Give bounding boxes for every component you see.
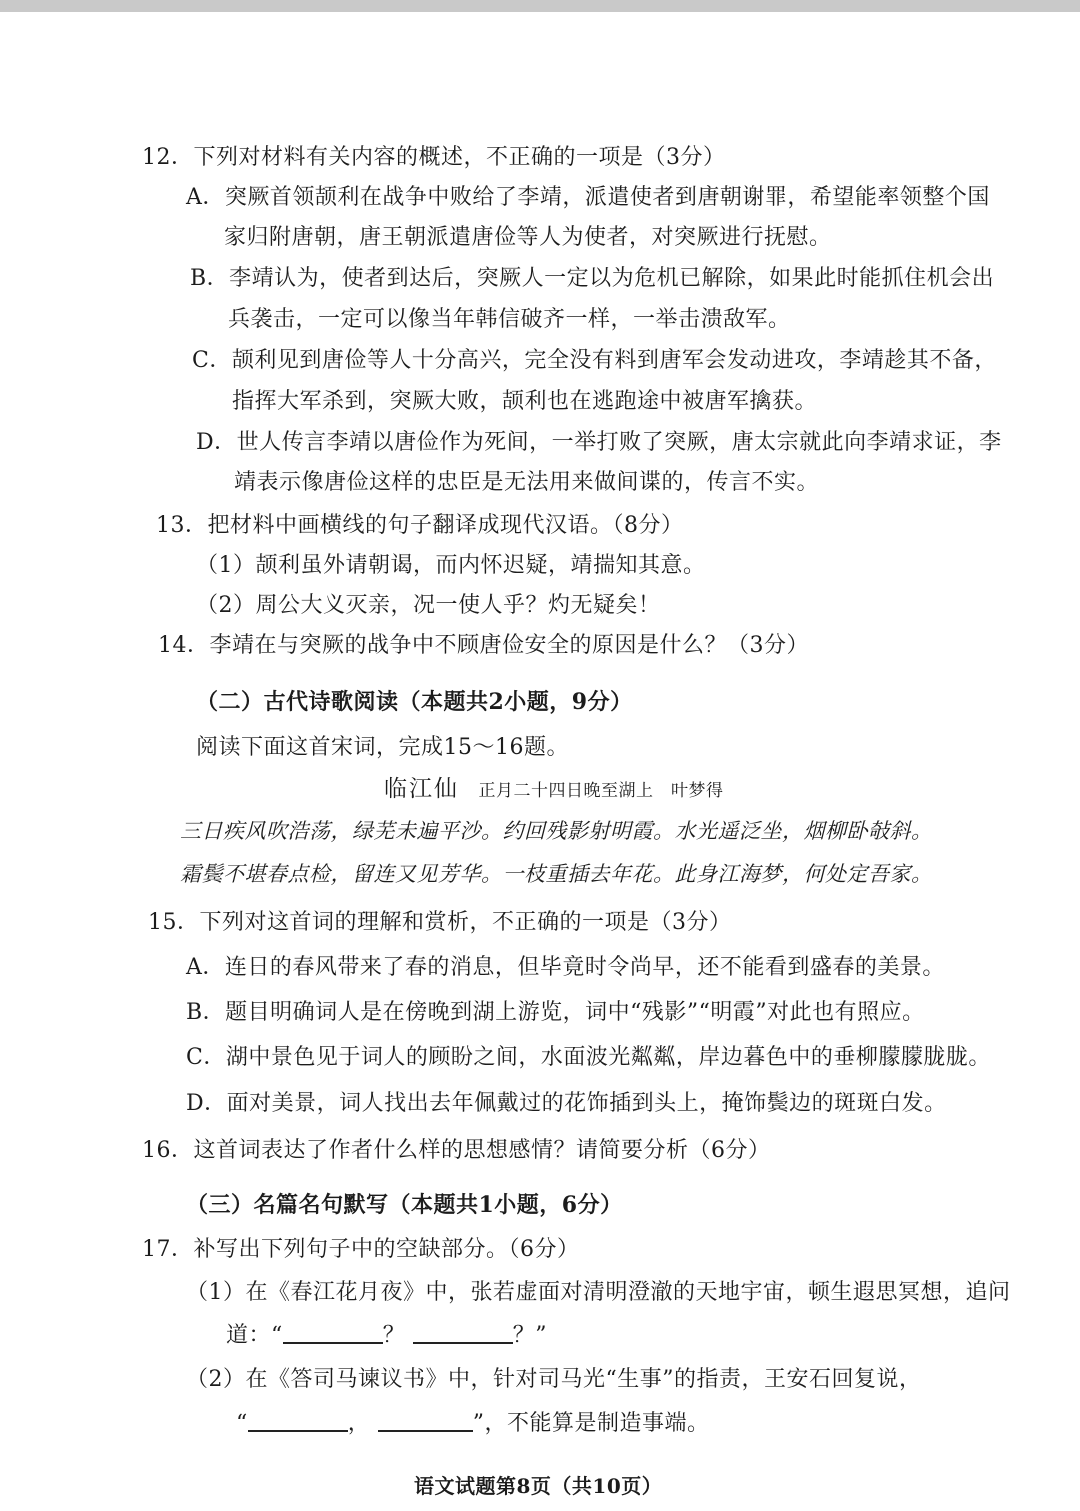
q12-option-a-line2: 家归附唐朝，唐王朝派遣唐俭等人为使者，对突厥进行抚慰。 [224,225,832,250]
q17-part1-line1: （1）在《春江花月夜》中，张若虚面对清明澄澈的天地宇宙，顿生遐思冥想，追问 [186,1280,1011,1305]
answer-blank-2[interactable] [413,1322,513,1344]
q15-option-a: A．连日的春风带来了春的消息，但毕竟时令尚早，还不能看到盛春的美景。 [186,955,945,980]
poem-title [384,770,724,803]
section2-intro: 阅读下面这首宋词，完成15～16题。 [196,735,569,760]
q12-option-d-line2: 靖表示像唐俭这样的忠臣是无法用来做间谍的，传言不实。 [234,470,820,495]
answer-blank-4[interactable] [378,1410,473,1432]
q15-stem: 15．下列对这首词的理解和赏析，不正确的一项是（3分） [148,910,732,935]
poem-subtitle: 正月二十四日晚至湖上 叶梦得 [478,781,724,801]
q17-part1-mid: ？ [382,1323,406,1348]
q14-stem: 14．李靖在与突厥的战争中不顾唐俭安全的原因是什么？（3分） [158,633,809,658]
q17-part2-mid: ， [347,1411,371,1436]
q12-option-a-line1: A．突厥首领颉利在战争中败给了李靖，派遣使者到唐朝谢罪，希望能率领整个国 [186,185,990,210]
q12-option-b-line2: 兵袭击，一定可以像当年韩信破齐一样，一举击溃敌军。 [228,307,791,332]
q17-part2-line2 [236,1406,710,1437]
q17-part2-prefix: “ [236,1411,248,1436]
q13-sentence-2: （2）周公大义灭亲，况一使人乎？灼无疑矣！ [196,593,661,618]
q17-part2-end: ”，不能算是制造事端。 [472,1411,710,1436]
q12-option-c-line1: C．颉利见到唐俭等人十分高兴，完全没有料到唐军会发动进攻，李靖趁其不备， [192,348,997,373]
section2-heading: （二）古代诗歌阅读（本题共2小题，9分） [196,689,633,715]
answer-blank-1[interactable] [283,1322,383,1344]
poem-line-1: 三日疾风吹浩荡，绿芜未遍平沙。约回残影射明霞。水光遥泛坐，烟柳卧敧斜。 [180,819,933,843]
q15-option-c: C．湖中景色见于词人的顾盼之间，水面波光粼粼，岸边暮色中的垂柳朦朦胧胧。 [186,1045,991,1070]
page-footer: 语文试题第8页（共10页） [414,1474,663,1498]
q12-option-d-line1: D．世人传言李靖以唐俭作为死间，一举打败了突厥，唐太宗就此向李靖求证，李 [196,430,1002,455]
section3-heading: （三）名篇名句默写（本题共1小题，6分） [186,1192,623,1218]
q17-stem: 17．补写出下列句子中的空缺部分。（6分） [142,1237,580,1262]
q17-part1-prefix: 道：“ [226,1323,283,1348]
q16-stem: 16．这首词表达了作者什么样的思想感情？请简要分析（6分） [142,1138,771,1163]
q13-sentence-1: （1）颉利虽外请朝谒，而内怀迟疑，靖揣知其意。 [196,553,706,578]
q12-option-c-line2: 指挥大军杀到，突厥大败，颉利也在逃跑途中被唐军擒获。 [232,389,818,414]
q12-option-b-line1: B．李靖认为，使者到达后，突厥人一定以为危机已解除，如果此时能抓住机会出 [190,266,995,291]
q17-part2-line1: （2）在《答司马谏议书》中，针对司马光“生事”的指责，王安石回复说， [186,1367,922,1392]
poem-title-text: 临江仙 [384,776,459,802]
q15-option-d: D．面对美景，词人找出去年佩戴过的花饰插到头上，掩饰鬓边的斑斑白发。 [186,1091,947,1116]
poem-line-2: 霜鬓不堪春点检，留连又见芳华。一枝重插去年花。此身江海梦，何处定吾家。 [180,862,933,886]
q13-stem: 13．把材料中画横线的句子翻译成现代汉语。（8分） [156,513,684,538]
q17-part1-line2 [226,1318,547,1349]
q12-stem: 12．下列对材料有关内容的概述，不正确的一项是（3分） [142,145,726,170]
answer-blank-3[interactable] [248,1410,348,1432]
q17-part1-end: ？” [512,1323,548,1348]
q15-option-b: B．题目明确词人是在傍晚到湖上游览，词中“残影”“明霞”对此也有照应。 [186,1000,925,1025]
